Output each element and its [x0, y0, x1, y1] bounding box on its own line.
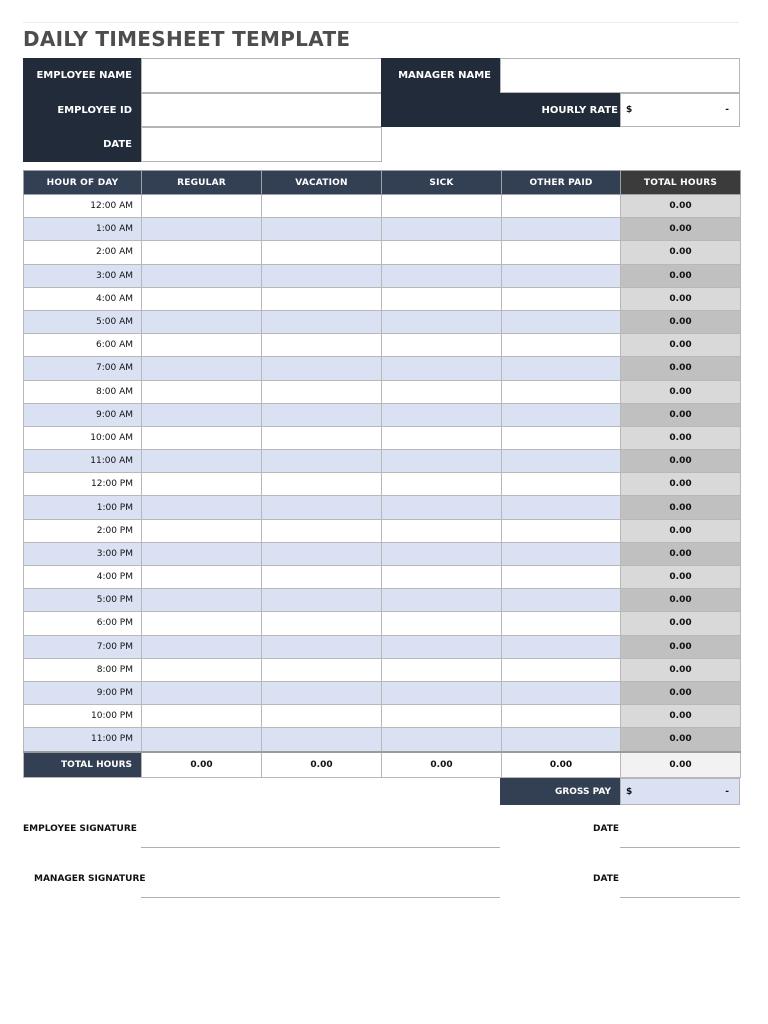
manager-signature-date-line[interactable]: [620, 897, 740, 898]
other-paid-cell[interactable]: [502, 264, 621, 287]
sick-cell[interactable]: [382, 542, 502, 565]
employee-signature-line[interactable]: [141, 847, 500, 848]
regular-cell[interactable]: [142, 635, 262, 658]
regular-cell[interactable]: [142, 403, 262, 426]
row-total-cell: 0.00: [621, 566, 741, 589]
hour-cell: 11:00 AM: [24, 450, 142, 473]
regular-cell[interactable]: [142, 496, 262, 519]
row-total-cell: 0.00: [621, 519, 741, 542]
col-header-total-hours: TOTAL HOURS: [621, 171, 741, 195]
vacation-cell[interactable]: [262, 612, 382, 635]
hour-cell: 1:00 PM: [24, 496, 142, 519]
employee-name-field[interactable]: [141, 58, 382, 93]
vacation-cell[interactable]: [262, 218, 382, 241]
vacation-cell[interactable]: [262, 195, 382, 218]
vacation-cell[interactable]: [262, 496, 382, 519]
gross-pay-label: GROSS PAY: [500, 778, 620, 805]
hourly-rate-field[interactable]: [620, 93, 740, 127]
timesheet-table: [23, 170, 741, 778]
other-paid-cell[interactable]: [502, 403, 621, 426]
vacation-cell[interactable]: [262, 287, 382, 310]
row-total-cell: 0.00: [621, 473, 741, 496]
table-row: [24, 566, 741, 589]
hour-cell: 8:00 AM: [24, 380, 142, 403]
top-divider: [23, 22, 739, 23]
col-header-vacation: VACATION: [262, 171, 382, 195]
other-paid-cell[interactable]: [502, 310, 621, 333]
hour-cell: 10:00 AM: [24, 426, 142, 449]
regular-cell[interactable]: [142, 450, 262, 473]
hour-cell: 7:00 PM: [24, 635, 142, 658]
regular-cell[interactable]: [142, 728, 262, 752]
col-header-hour: HOUR OF DAY: [24, 171, 142, 195]
grand-total-hours: 0.00: [621, 752, 741, 778]
sick-cell[interactable]: [382, 241, 502, 264]
other-paid-cell[interactable]: [502, 218, 621, 241]
row-total-cell: 0.00: [621, 310, 741, 333]
table-row: [24, 287, 741, 310]
row-total-cell: 0.00: [621, 450, 741, 473]
regular-cell[interactable]: [142, 566, 262, 589]
manager-signature-line[interactable]: [141, 897, 500, 898]
date-label: DATE: [23, 127, 141, 162]
hour-cell: 6:00 AM: [24, 334, 142, 357]
vacation-cell[interactable]: [262, 705, 382, 728]
totals-row: [24, 752, 741, 778]
table-row: [24, 635, 741, 658]
row-total-cell: 0.00: [621, 589, 741, 612]
sick-cell[interactable]: [382, 589, 502, 612]
row-total-cell: 0.00: [621, 681, 741, 704]
sick-cell[interactable]: [382, 403, 502, 426]
gross-pay-value: -: [725, 786, 729, 797]
hour-cell: 7:00 AM: [24, 357, 142, 380]
employee-id-field[interactable]: [141, 93, 382, 127]
employee-signature-label: EMPLOYEE SIGNATURE: [23, 824, 137, 834]
other-paid-cell[interactable]: [502, 658, 621, 681]
table-row: [24, 403, 741, 426]
sick-cell[interactable]: [382, 195, 502, 218]
table-row: [24, 218, 741, 241]
regular-cell[interactable]: [142, 357, 262, 380]
hour-cell: 1:00 AM: [24, 218, 142, 241]
table-row: [24, 496, 741, 519]
row-total-cell: 0.00: [621, 357, 741, 380]
hourly-rate-label: HOURLY RATE: [381, 93, 620, 127]
regular-cell[interactable]: [142, 681, 262, 704]
table-row: [24, 612, 741, 635]
row-total-cell: 0.00: [621, 728, 741, 752]
sick-cell[interactable]: [382, 473, 502, 496]
sick-cell[interactable]: [382, 681, 502, 704]
table-row: [24, 589, 741, 612]
vacation-cell[interactable]: [262, 542, 382, 565]
other-paid-cell[interactable]: [502, 426, 621, 449]
hourly-rate-value: -: [725, 105, 729, 115]
manager-name-label: MANAGER NAME: [381, 58, 500, 93]
sick-cell[interactable]: [382, 612, 502, 635]
table-row: [24, 310, 741, 333]
other-paid-cell[interactable]: [502, 519, 621, 542]
other-paid-cell[interactable]: [502, 357, 621, 380]
other-paid-cell[interactable]: [502, 542, 621, 565]
other-paid-cell[interactable]: [502, 496, 621, 519]
regular-cell[interactable]: [142, 218, 262, 241]
table-row: [24, 473, 741, 496]
hour-cell: 9:00 AM: [24, 403, 142, 426]
col-header-sick: SICK: [382, 171, 502, 195]
hour-cell: 5:00 AM: [24, 310, 142, 333]
table-header-row: [24, 171, 741, 195]
row-total-cell: 0.00: [621, 264, 741, 287]
hour-cell: 8:00 PM: [24, 658, 142, 681]
other-paid-cell[interactable]: [502, 728, 621, 752]
other-paid-cell[interactable]: [502, 287, 621, 310]
row-total-cell: 0.00: [621, 658, 741, 681]
other-paid-cell[interactable]: [502, 681, 621, 704]
sick-cell[interactable]: [382, 450, 502, 473]
date-field[interactable]: [141, 127, 382, 162]
col-header-other-paid: OTHER PAID: [502, 171, 621, 195]
hour-cell: 5:00 PM: [24, 589, 142, 612]
hour-cell: 12:00 AM: [24, 195, 142, 218]
hour-cell: 11:00 PM: [24, 728, 142, 752]
other-paid-cell[interactable]: [502, 380, 621, 403]
hourly-rate-currency: $: [626, 105, 633, 115]
table-row: [24, 334, 741, 357]
vacation-cell[interactable]: [262, 473, 382, 496]
table-row: [24, 728, 741, 752]
row-total-cell: 0.00: [621, 218, 741, 241]
other-paid-cell[interactable]: [502, 705, 621, 728]
hour-cell: 2:00 PM: [24, 519, 142, 542]
sick-cell[interactable]: [382, 519, 502, 542]
regular-cell[interactable]: [142, 612, 262, 635]
regular-cell[interactable]: [142, 589, 262, 612]
regular-cell[interactable]: [142, 705, 262, 728]
row-total-cell: 0.00: [621, 705, 741, 728]
row-total-cell: 0.00: [621, 334, 741, 357]
sick-cell[interactable]: [382, 334, 502, 357]
vacation-cell[interactable]: [262, 426, 382, 449]
sick-cell[interactable]: [382, 264, 502, 287]
sick-cell[interactable]: [382, 310, 502, 333]
row-total-cell: 0.00: [621, 195, 741, 218]
regular-cell[interactable]: [142, 264, 262, 287]
hour-cell: 2:00 AM: [24, 241, 142, 264]
row-total-cell: 0.00: [621, 241, 741, 264]
page-title: DAILY TIMESHEET TEMPLATE: [23, 27, 351, 51]
table-row: [24, 357, 741, 380]
hour-cell: 3:00 PM: [24, 542, 142, 565]
row-total-cell: 0.00: [621, 612, 741, 635]
vacation-cell[interactable]: [262, 450, 382, 473]
hour-cell: 3:00 AM: [24, 264, 142, 287]
row-total-cell: 0.00: [621, 542, 741, 565]
vacation-cell[interactable]: [262, 658, 382, 681]
sick-cell[interactable]: [382, 496, 502, 519]
vacation-cell[interactable]: [262, 519, 382, 542]
total-vacation: 0.00: [262, 752, 382, 778]
employee-signature-date-label: DATE: [593, 824, 620, 834]
table-row: [24, 705, 741, 728]
regular-cell[interactable]: [142, 334, 262, 357]
row-total-cell: 0.00: [621, 426, 741, 449]
table-row: [24, 519, 741, 542]
table-row: [24, 658, 741, 681]
vacation-cell[interactable]: [262, 310, 382, 333]
other-paid-cell[interactable]: [502, 589, 621, 612]
other-paid-cell[interactable]: [502, 635, 621, 658]
table-row: [24, 195, 741, 218]
vacation-cell[interactable]: [262, 380, 382, 403]
sick-cell[interactable]: [382, 357, 502, 380]
regular-cell[interactable]: [142, 658, 262, 681]
regular-cell[interactable]: [142, 195, 262, 218]
gross-pay-currency: $: [626, 786, 633, 797]
table-row: [24, 542, 741, 565]
manager-signature-label: MANAGER SIGNATURE: [34, 874, 146, 884]
col-header-regular: REGULAR: [142, 171, 262, 195]
vacation-cell[interactable]: [262, 566, 382, 589]
employee-id-label: EMPLOYEE ID: [23, 93, 141, 127]
totals-label: TOTAL HOURS: [24, 752, 142, 778]
sick-cell[interactable]: [382, 635, 502, 658]
total-regular: 0.00: [142, 752, 262, 778]
vacation-cell[interactable]: [262, 334, 382, 357]
regular-cell[interactable]: [142, 380, 262, 403]
regular-cell[interactable]: [142, 310, 262, 333]
other-paid-cell[interactable]: [502, 612, 621, 635]
manager-name-field[interactable]: [500, 58, 740, 93]
regular-cell[interactable]: [142, 241, 262, 264]
hour-cell: 4:00 PM: [24, 566, 142, 589]
other-paid-cell[interactable]: [502, 473, 621, 496]
hour-cell: 6:00 PM: [24, 612, 142, 635]
sick-cell[interactable]: [382, 658, 502, 681]
row-total-cell: 0.00: [621, 380, 741, 403]
sick-cell[interactable]: [382, 728, 502, 752]
other-paid-cell[interactable]: [502, 241, 621, 264]
sick-cell[interactable]: [382, 287, 502, 310]
sick-cell[interactable]: [382, 705, 502, 728]
table-row: [24, 450, 741, 473]
gross-pay-value-field: [620, 778, 740, 805]
row-total-cell: 0.00: [621, 635, 741, 658]
vacation-cell[interactable]: [262, 357, 382, 380]
table-row: [24, 426, 741, 449]
row-total-cell: 0.00: [621, 403, 741, 426]
hour-cell: 10:00 PM: [24, 705, 142, 728]
table-body: [24, 195, 741, 752]
other-paid-cell[interactable]: [502, 450, 621, 473]
row-total-cell: 0.00: [621, 287, 741, 310]
manager-signature-date-label: DATE: [593, 874, 620, 884]
regular-cell[interactable]: [142, 426, 262, 449]
row-total-cell: 0.00: [621, 496, 741, 519]
hour-cell: 9:00 PM: [24, 681, 142, 704]
vacation-cell[interactable]: [262, 241, 382, 264]
regular-cell[interactable]: [142, 473, 262, 496]
total-sick: 0.00: [382, 752, 502, 778]
employee-signature-date-line[interactable]: [620, 847, 740, 848]
vacation-cell[interactable]: [262, 681, 382, 704]
vacation-cell[interactable]: [262, 728, 382, 752]
other-paid-cell[interactable]: [502, 195, 621, 218]
hour-cell: 4:00 AM: [24, 287, 142, 310]
hour-cell: 12:00 PM: [24, 473, 142, 496]
regular-cell[interactable]: [142, 287, 262, 310]
sick-cell[interactable]: [382, 380, 502, 403]
regular-cell[interactable]: [142, 519, 262, 542]
sick-cell[interactable]: [382, 426, 502, 449]
table-row: [24, 380, 741, 403]
table-row: [24, 241, 741, 264]
vacation-cell[interactable]: [262, 403, 382, 426]
vacation-cell[interactable]: [262, 589, 382, 612]
total-other-paid: 0.00: [502, 752, 621, 778]
sick-cell[interactable]: [382, 218, 502, 241]
vacation-cell[interactable]: [262, 635, 382, 658]
sick-cell[interactable]: [382, 566, 502, 589]
employee-name-label: EMPLOYEE NAME: [23, 58, 141, 93]
other-paid-cell[interactable]: [502, 566, 621, 589]
table-row: [24, 681, 741, 704]
other-paid-cell[interactable]: [502, 334, 621, 357]
regular-cell[interactable]: [142, 542, 262, 565]
vacation-cell[interactable]: [262, 264, 382, 287]
table-row: [24, 264, 741, 287]
